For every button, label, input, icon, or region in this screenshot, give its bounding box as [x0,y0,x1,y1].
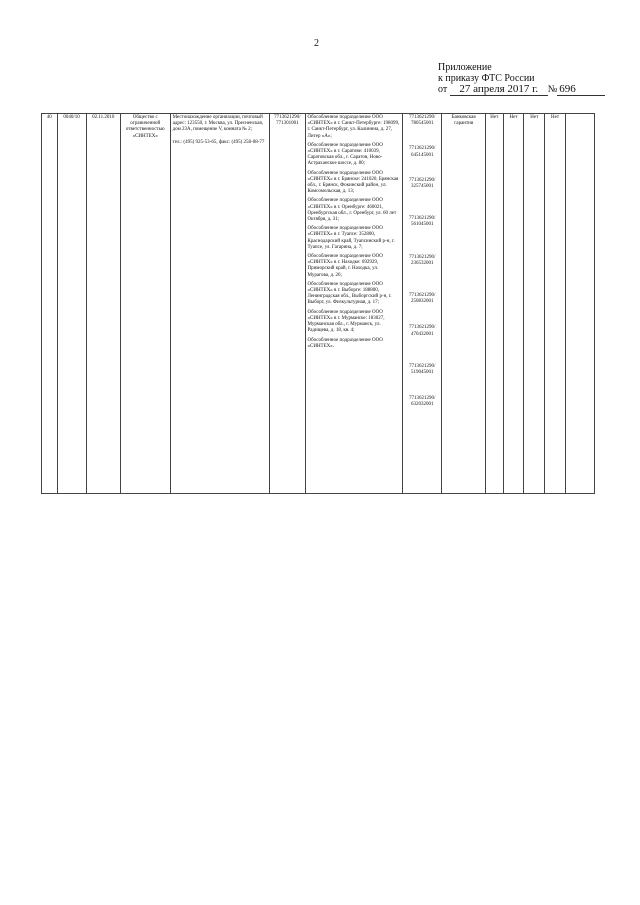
branch-title: Обособленное подразделение ООО «СИНТЕХ» в г. Санкт-Петербурге: [307,115,383,127]
empty-cell [565,114,594,494]
branch-inns-cell [403,114,442,494]
appendix-date-line [438,84,605,96]
branch-inn: 7713621290/ 780545001 [409,115,436,127]
inn-kpp: 7713621290/ 771301001 [270,114,305,494]
branch-title: Обособленное подразделение ООО «СИНТЕХ» в г. Оренбурге: [307,198,383,210]
branch-title: Обособленное подразделение ООО «СИНТЕХ». [307,337,383,349]
branch-item [308,338,401,350]
appendix-number: 696 [557,84,605,96]
organization-name: Общество с ограниченной ответственностью «СИНТЕХ» [120,114,170,494]
appendix-title: Приложение [438,62,492,73]
branch-inn: 7713621290/ 645145001 [409,146,436,158]
branch-address: 692929, Приморский край, г. Находка, ул. Мурагова, д. 26; [307,260,379,278]
branch-item [308,171,401,196]
branch-address: 352800, Краснодарский край, Туапсинский р-н, г. Туапсе, ул. Гагарина, д. 7; [307,232,395,250]
registration-number: 0040/10 [57,114,86,494]
address-cell [170,114,270,494]
flag-cell: Нет [524,114,545,494]
branch-item [308,226,401,251]
branch-inn: 7713621290/ 250832001 [409,293,436,305]
branch-address: 183027, Мурманская обл., г. Мурманск, ул. Радищева, д. 18, кв. 4; [307,315,385,334]
registration-date: 02.11.2010 [86,114,120,494]
flag-cell: Нет [486,114,504,494]
branch-item [308,254,401,279]
flag-cell: Нет [503,114,524,494]
table-row [42,114,595,494]
branch-item [308,143,401,168]
branch-item [308,115,401,140]
appendix-order-ref: к приказу ФТС России [438,73,535,84]
branch-item [308,198,401,223]
branch-title: Обособленное подразделение ООО «СИНТЕХ» в г. Выборге: [307,281,383,294]
guarantee-type: Банковская гарантия [442,114,486,494]
appendix-number-sign: № [547,84,558,95]
flag-cell: Нет [545,114,566,494]
branch-title: Обособленное подразделение ООО «СИНТЕХ» в г. Находке: [307,254,383,266]
organization-phones: тел.: (495) 925-53-65, факс: (495) 258-08-77 [172,139,265,145]
branch-item [308,310,401,335]
appendix-heading [438,62,605,96]
appendix-from-label: от [438,84,448,95]
branch-inn: 7713621290/ 470432001 [409,325,436,337]
branch-address: 188800, Ленинградская обл., Выборгский р-н, г. Выборг, ул. Физкультурная, д. 17; [307,288,392,306]
branch-title: Обособленное подразделение ООО «СИНТЕХ» в г. Брянске: [307,170,383,182]
branch-item [308,282,401,307]
appendix-date: 27 апреля 2017 г. [450,84,548,96]
branch-inn: 7713621290/ 236532001 [409,254,436,266]
branch-inn: 7713621290/ 632032001 [409,396,436,408]
branches-cell [305,114,403,494]
branch-address: 460021, Оренбургская обл., г. Оренбург, ул. 60 лет Октября, д. 31; [307,204,397,223]
branch-inn: 7713621290/ 519045001 [409,363,436,376]
branch-title: Обособленное подразделение ООО «СИНТЕХ» в г. Саратове: [307,142,383,155]
page-number: 2 [314,38,319,49]
branch-title: Обособленное подразделение ООО «СИНТЕХ» в г. Туапсе: [307,226,383,238]
branch-title: Обособленное подразделение ООО «СИНТЕХ» в г. Мурманске: [307,309,383,321]
branch-inn: 7713621290/ 561045001 [409,216,436,228]
row-index: 40 [42,114,58,494]
branch-inn: 7713621290/ 325745001 [409,177,436,190]
branch-address: 198099, г. Санкт-Петербург, ул. Калинина, д. 27, Литер «А»; [307,121,400,139]
branch-address: 410039, Саратовская обл., г. Саратов, Ново-Астраханское шоссе, д. 80; [307,149,383,167]
registry-table [41,113,595,494]
branch-address: 241020, Брянская обл., г. Брянск, Фокинский район, ул. Комсомольская, д. 13; [307,176,399,195]
organization-address: Местонахождение организации, почтовый адрес: 123550, г. Москва, ул. Пресненская, дом 23А, помещение V, комната № 2; [172,115,264,133]
